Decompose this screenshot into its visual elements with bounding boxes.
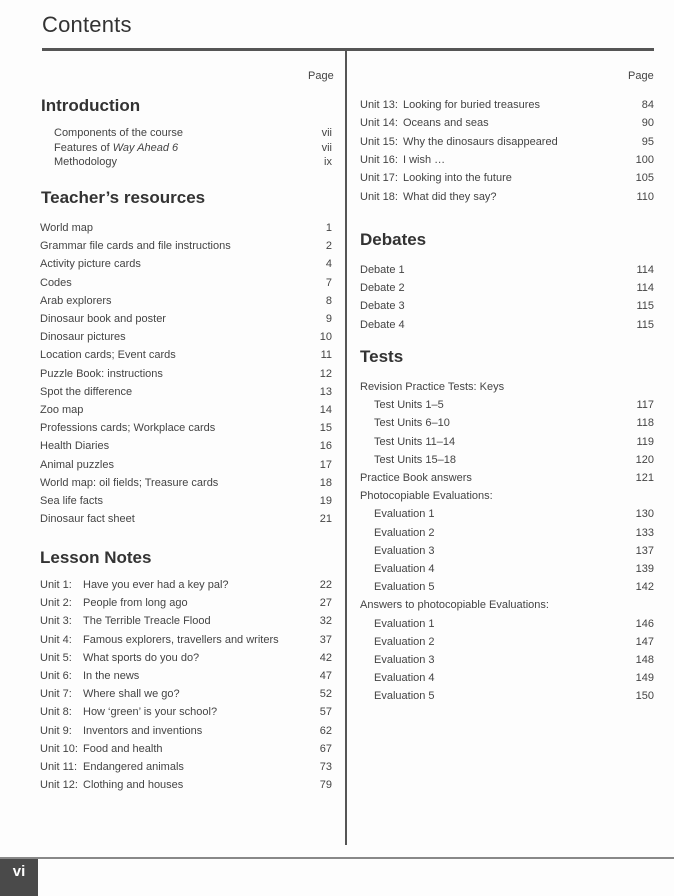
unit-number: Unit 18: (360, 190, 398, 203)
toc-entry-page: 67 (319, 742, 332, 755)
toc-entry-label: Components of the course (54, 127, 184, 139)
toc-entry-label: Evaluation 4 (374, 672, 435, 685)
toc-entry (360, 471, 654, 485)
toc-entry-page: 2 (325, 240, 332, 253)
toc-entry-label: Unit 8: How ‘green’ is your school? (40, 706, 218, 719)
toc-entry-page: 150 (635, 690, 654, 703)
toc-entry-page: 21 (319, 513, 332, 526)
toc-entry (360, 153, 654, 167)
toc-entry-page: 19 (319, 495, 332, 507)
toc-entry-page: 9 (325, 313, 332, 325)
toc-entry (374, 653, 654, 667)
toc-entry-label: Features of Way Ahead 6 (54, 141, 179, 154)
toc-entry-page: vii (321, 127, 332, 139)
unit-number: Unit 4: (40, 633, 72, 646)
section-title-teachers-resources: Teacher’s resources (41, 188, 206, 207)
toc-entry-page: 95 (641, 135, 654, 148)
toc-entry (374, 689, 654, 703)
toc-entry (40, 221, 332, 235)
toc-entry (40, 439, 332, 453)
toc-entry (40, 633, 332, 647)
toc-entry (374, 453, 654, 467)
toc-entry-label: Debate 2 (360, 282, 405, 295)
toc-entry (40, 421, 332, 435)
toc-entry-label: Revision Practice Tests: Keys (360, 381, 505, 393)
toc-entry-page: 79 (319, 779, 332, 792)
toc-entry-label: Answers to photocopiable Evaluations: (360, 599, 549, 612)
toc-entry-label: Codes (40, 276, 72, 289)
toc-entry-page: 37 (319, 633, 332, 646)
toc-entry-label: Zoo map (40, 404, 84, 416)
section-title-lesson-notes: Lesson Notes (40, 548, 152, 567)
toc-entry (374, 544, 654, 558)
toc-entry-label: Evaluation 1 (374, 617, 435, 630)
toc-entry-label: Unit 9: Inventors and inventions (40, 724, 203, 737)
toc-entry-label: Debate 3 (360, 300, 405, 313)
toc-entry-page: 117 (636, 399, 654, 412)
unit-number: Unit 16: (360, 153, 398, 166)
toc-entry-page: 15 (319, 422, 332, 435)
toc-entry-label: Unit 2: People from long ago (40, 597, 188, 610)
toc-entry-label: Evaluation 1 (374, 508, 435, 521)
toc-entry-page: 146 (635, 617, 654, 630)
toc-entry-page: 1 (325, 222, 332, 234)
toc-entry (40, 330, 332, 344)
toc-entry (374, 671, 654, 685)
unit-number: Unit 6: (40, 670, 72, 682)
footer-rule (0, 857, 674, 859)
toc-entry-label: Test Units 1–5 (374, 399, 444, 412)
toc-entry (40, 367, 332, 381)
toc-entry (54, 126, 332, 140)
toc-entry-page: 148 (635, 654, 654, 666)
book-title: Way Ahead 6 (112, 141, 179, 154)
toc-entry (360, 598, 654, 612)
toc-entry-label: Location cards; Event cards (40, 349, 176, 362)
toc-entry (40, 578, 332, 592)
unit-number: Unit 2: (40, 597, 72, 610)
toc-entry-label: Evaluation 2 (374, 635, 435, 648)
toc-entry (40, 348, 332, 362)
toc-entry-label: Unit 1: Have you ever had a key pal? (40, 579, 229, 591)
toc-entry (40, 312, 332, 326)
toc-entry (374, 580, 654, 594)
page-header-right: Page (628, 70, 654, 82)
toc-entry-label: Test Units 6–10 (374, 417, 450, 430)
toc-entry (360, 135, 654, 149)
toc-entry-label: Unit 17: Looking into the future (360, 172, 512, 185)
toc-entry (360, 299, 654, 313)
toc-entry-page: 130 (635, 508, 654, 521)
toc-entry-page: 11 (320, 349, 332, 362)
section-title-introduction: Introduction (41, 96, 141, 115)
toc-entry-label: Test Units 11–14 (374, 435, 456, 448)
toc-entry (360, 190, 654, 204)
toc-entry (40, 724, 332, 738)
toc-entry (374, 435, 654, 449)
toc-entry-page: 121 (635, 472, 654, 484)
toc-entry-label: Unit 5: What sports do you do? (40, 651, 200, 664)
toc-entry (360, 98, 654, 112)
toc-entry-page: 110 (636, 190, 654, 203)
column-divider (345, 50, 347, 845)
toc-entry-page: 142 (635, 581, 654, 594)
toc-entry (360, 318, 654, 332)
toc-entry (360, 171, 654, 185)
toc-entry-page: 115 (636, 318, 654, 331)
toc-entry (40, 512, 332, 526)
toc-entry-page: 120 (635, 453, 654, 466)
top-rule (42, 48, 654, 51)
toc-entry-page: 32 (319, 615, 332, 628)
toc-entry-page: 13 (319, 385, 332, 398)
toc-entry (40, 614, 332, 628)
toc-entry-page: 149 (635, 672, 654, 685)
toc-entry-label: Evaluation 2 (374, 526, 435, 539)
unit-number: Unit 5: (40, 651, 72, 664)
toc-entry-label: Evaluation 3 (374, 544, 435, 557)
toc-entry-label: Evaluation 4 (374, 563, 435, 575)
toc-entry-page: 133 (635, 526, 654, 539)
toc-entry-label: Dinosaur fact sheet (40, 513, 135, 526)
toc-entry-label: Spot the difference (40, 385, 133, 398)
toc-entry (54, 155, 332, 169)
unit-number: Unit 13: (360, 99, 398, 111)
toc-entry (374, 416, 654, 430)
toc-entry-label: Grammar file cards and file instructions (40, 240, 231, 253)
toc-entry-page: 137 (635, 544, 654, 557)
toc-entry-label: Professions cards; Workplace cards (40, 422, 216, 435)
unit-number: Unit 1: (40, 579, 72, 591)
toc-entry-page: 115 (636, 300, 654, 313)
toc-entry (40, 651, 332, 665)
toc-entry (374, 617, 654, 631)
unit-number: Unit 9: (40, 724, 72, 737)
toc-entry-label: World map: oil fields; Treasure cards (40, 476, 219, 489)
unit-number: Unit 3: (40, 615, 72, 628)
toc-entry (40, 476, 332, 490)
unit-number: Unit 11: (40, 761, 78, 773)
toc-entry-page: 52 (319, 688, 332, 701)
toc-entry-page: 22 (319, 579, 332, 591)
toc-entry-label: Unit 11: Endangered animals (40, 761, 184, 773)
toc-entry-page: 16 (319, 440, 332, 453)
toc-entry-page: 147 (635, 635, 654, 648)
toc-entry-page: 42 (319, 651, 332, 664)
toc-entry-label: Debate 4 (360, 318, 405, 331)
unit-number: Unit 8: (40, 706, 72, 719)
toc-entry (40, 669, 332, 683)
toc-entry (40, 596, 332, 610)
toc-entry-label: Puzzle Book: instructions (40, 367, 163, 380)
toc-entry-label: Evaluation 5 (374, 690, 435, 703)
toc-entry-page: 139 (635, 563, 654, 575)
toc-entry-label: Arab explorers (40, 294, 112, 307)
toc-entry-page: 4 (325, 258, 332, 271)
toc-entry-label: Dinosaur pictures (40, 331, 126, 344)
toc-entry-page: 100 (635, 153, 654, 166)
toc-entry-label: Unit 6: In the news (40, 670, 140, 682)
toc-entry (374, 562, 654, 576)
toc-entry-page: 114 (636, 282, 654, 295)
toc-entry (40, 403, 332, 417)
toc-entry (40, 687, 332, 701)
section-title-tests: Tests (360, 347, 404, 366)
toc-entry (40, 239, 332, 253)
unit-number: Unit 12: (40, 779, 78, 792)
toc-entry-label: Evaluation 3 (374, 654, 435, 666)
toc-entry-page: 84 (641, 99, 654, 111)
toc-entry-label: Activity picture cards (40, 258, 141, 271)
toc-entry-page: vii (321, 141, 332, 154)
section-title-debates: Debates (360, 230, 427, 249)
toc-entry-page: 10 (319, 331, 332, 344)
toc-entry (40, 385, 332, 399)
unit-number: Unit 17: (360, 172, 398, 185)
toc-entry-label: Unit 14: Oceans and seas (360, 117, 489, 130)
toc-entry-label: Unit 4: Famous explorers, travellers and writers (40, 633, 279, 646)
toc-entry-page: 27 (319, 597, 332, 610)
toc-entry (374, 635, 654, 649)
toc-entry (40, 294, 332, 308)
toc-entry-label: Methodology (54, 156, 117, 168)
toc-entry-label: Sea life facts (40, 495, 103, 507)
toc-entry-label: Unit 3: The Terrible Treacle Flood (40, 615, 211, 628)
toc-entry-label: Unit 12: Clothing and houses (40, 779, 184, 792)
page-number-badge: vi (0, 859, 38, 896)
toc-entry-page: 18 (319, 476, 332, 489)
toc-entry (54, 141, 332, 155)
toc-entry-label: Unit 7: Where shall we go? (40, 688, 180, 701)
toc-entry-label: Unit 18: What did they say? (360, 190, 497, 203)
toc-entry (360, 489, 654, 503)
unit-number: Unit 15: (360, 135, 398, 148)
toc-entry-page: 12 (319, 367, 332, 380)
toc-entry-label: Test Units 15–18 (374, 453, 456, 466)
toc-entry-label: Photocopiable Evaluations: (360, 490, 493, 503)
toc-entry (360, 116, 654, 130)
unit-number: Unit 7: (40, 688, 72, 701)
toc-entry-label: World map (40, 222, 93, 234)
toc-entry-page: ix (324, 156, 332, 168)
toc-entry (40, 257, 332, 271)
toc-entry (40, 705, 332, 719)
toc-entry (40, 778, 332, 792)
toc-entry-page: 119 (636, 435, 654, 448)
toc-entry-label: Dinosaur book and poster (40, 313, 166, 325)
toc-entry (360, 281, 654, 295)
toc-entry-page: 90 (641, 117, 654, 130)
toc-entry-label: Animal puzzles (40, 458, 114, 471)
toc-entry-label: Unit 13: Looking for buried treasures (360, 99, 540, 111)
toc-entry (40, 494, 332, 508)
toc-entry-label: Debate 1 (360, 264, 405, 276)
toc-entry (40, 760, 332, 774)
toc-entry-page: 47 (319, 670, 332, 682)
toc-entry (40, 742, 332, 756)
toc-entry (40, 458, 332, 472)
unit-number: Unit 10: (40, 742, 78, 755)
toc-entry-label: Practice Book answers (360, 472, 472, 484)
toc-entry (374, 526, 654, 540)
toc-entry-label: Unit 15: Why the dinosaurs disappeared (360, 135, 558, 148)
toc-entry-page: 8 (325, 294, 332, 307)
toc-entry (360, 263, 654, 277)
toc-entry-page: 114 (636, 264, 654, 276)
toc-entry (360, 380, 654, 394)
toc-entry-page: 62 (319, 724, 332, 737)
toc-entry-page: 17 (319, 458, 332, 471)
toc-entry-label: Unit 16: I wish … (360, 153, 446, 166)
unit-number: Unit 14: (360, 117, 398, 130)
page-title: Contents (42, 12, 132, 37)
toc-entry-page: 118 (636, 417, 654, 430)
toc-entry-page: 57 (319, 706, 332, 719)
toc-entry-page: 7 (325, 276, 332, 289)
toc-entry-page: 73 (319, 761, 332, 773)
toc-entry (40, 276, 332, 290)
toc-entry-label: Evaluation 5 (374, 581, 435, 594)
toc-entry-page: 105 (635, 172, 654, 185)
page-header-left: Page (308, 70, 334, 82)
toc-entry (374, 398, 654, 412)
toc-entry-label: Health Diaries (40, 440, 110, 453)
toc-entry (374, 507, 654, 521)
toc-entry-label: Unit 10: Food and health (40, 742, 163, 755)
toc-entry-page: 14 (319, 404, 332, 416)
